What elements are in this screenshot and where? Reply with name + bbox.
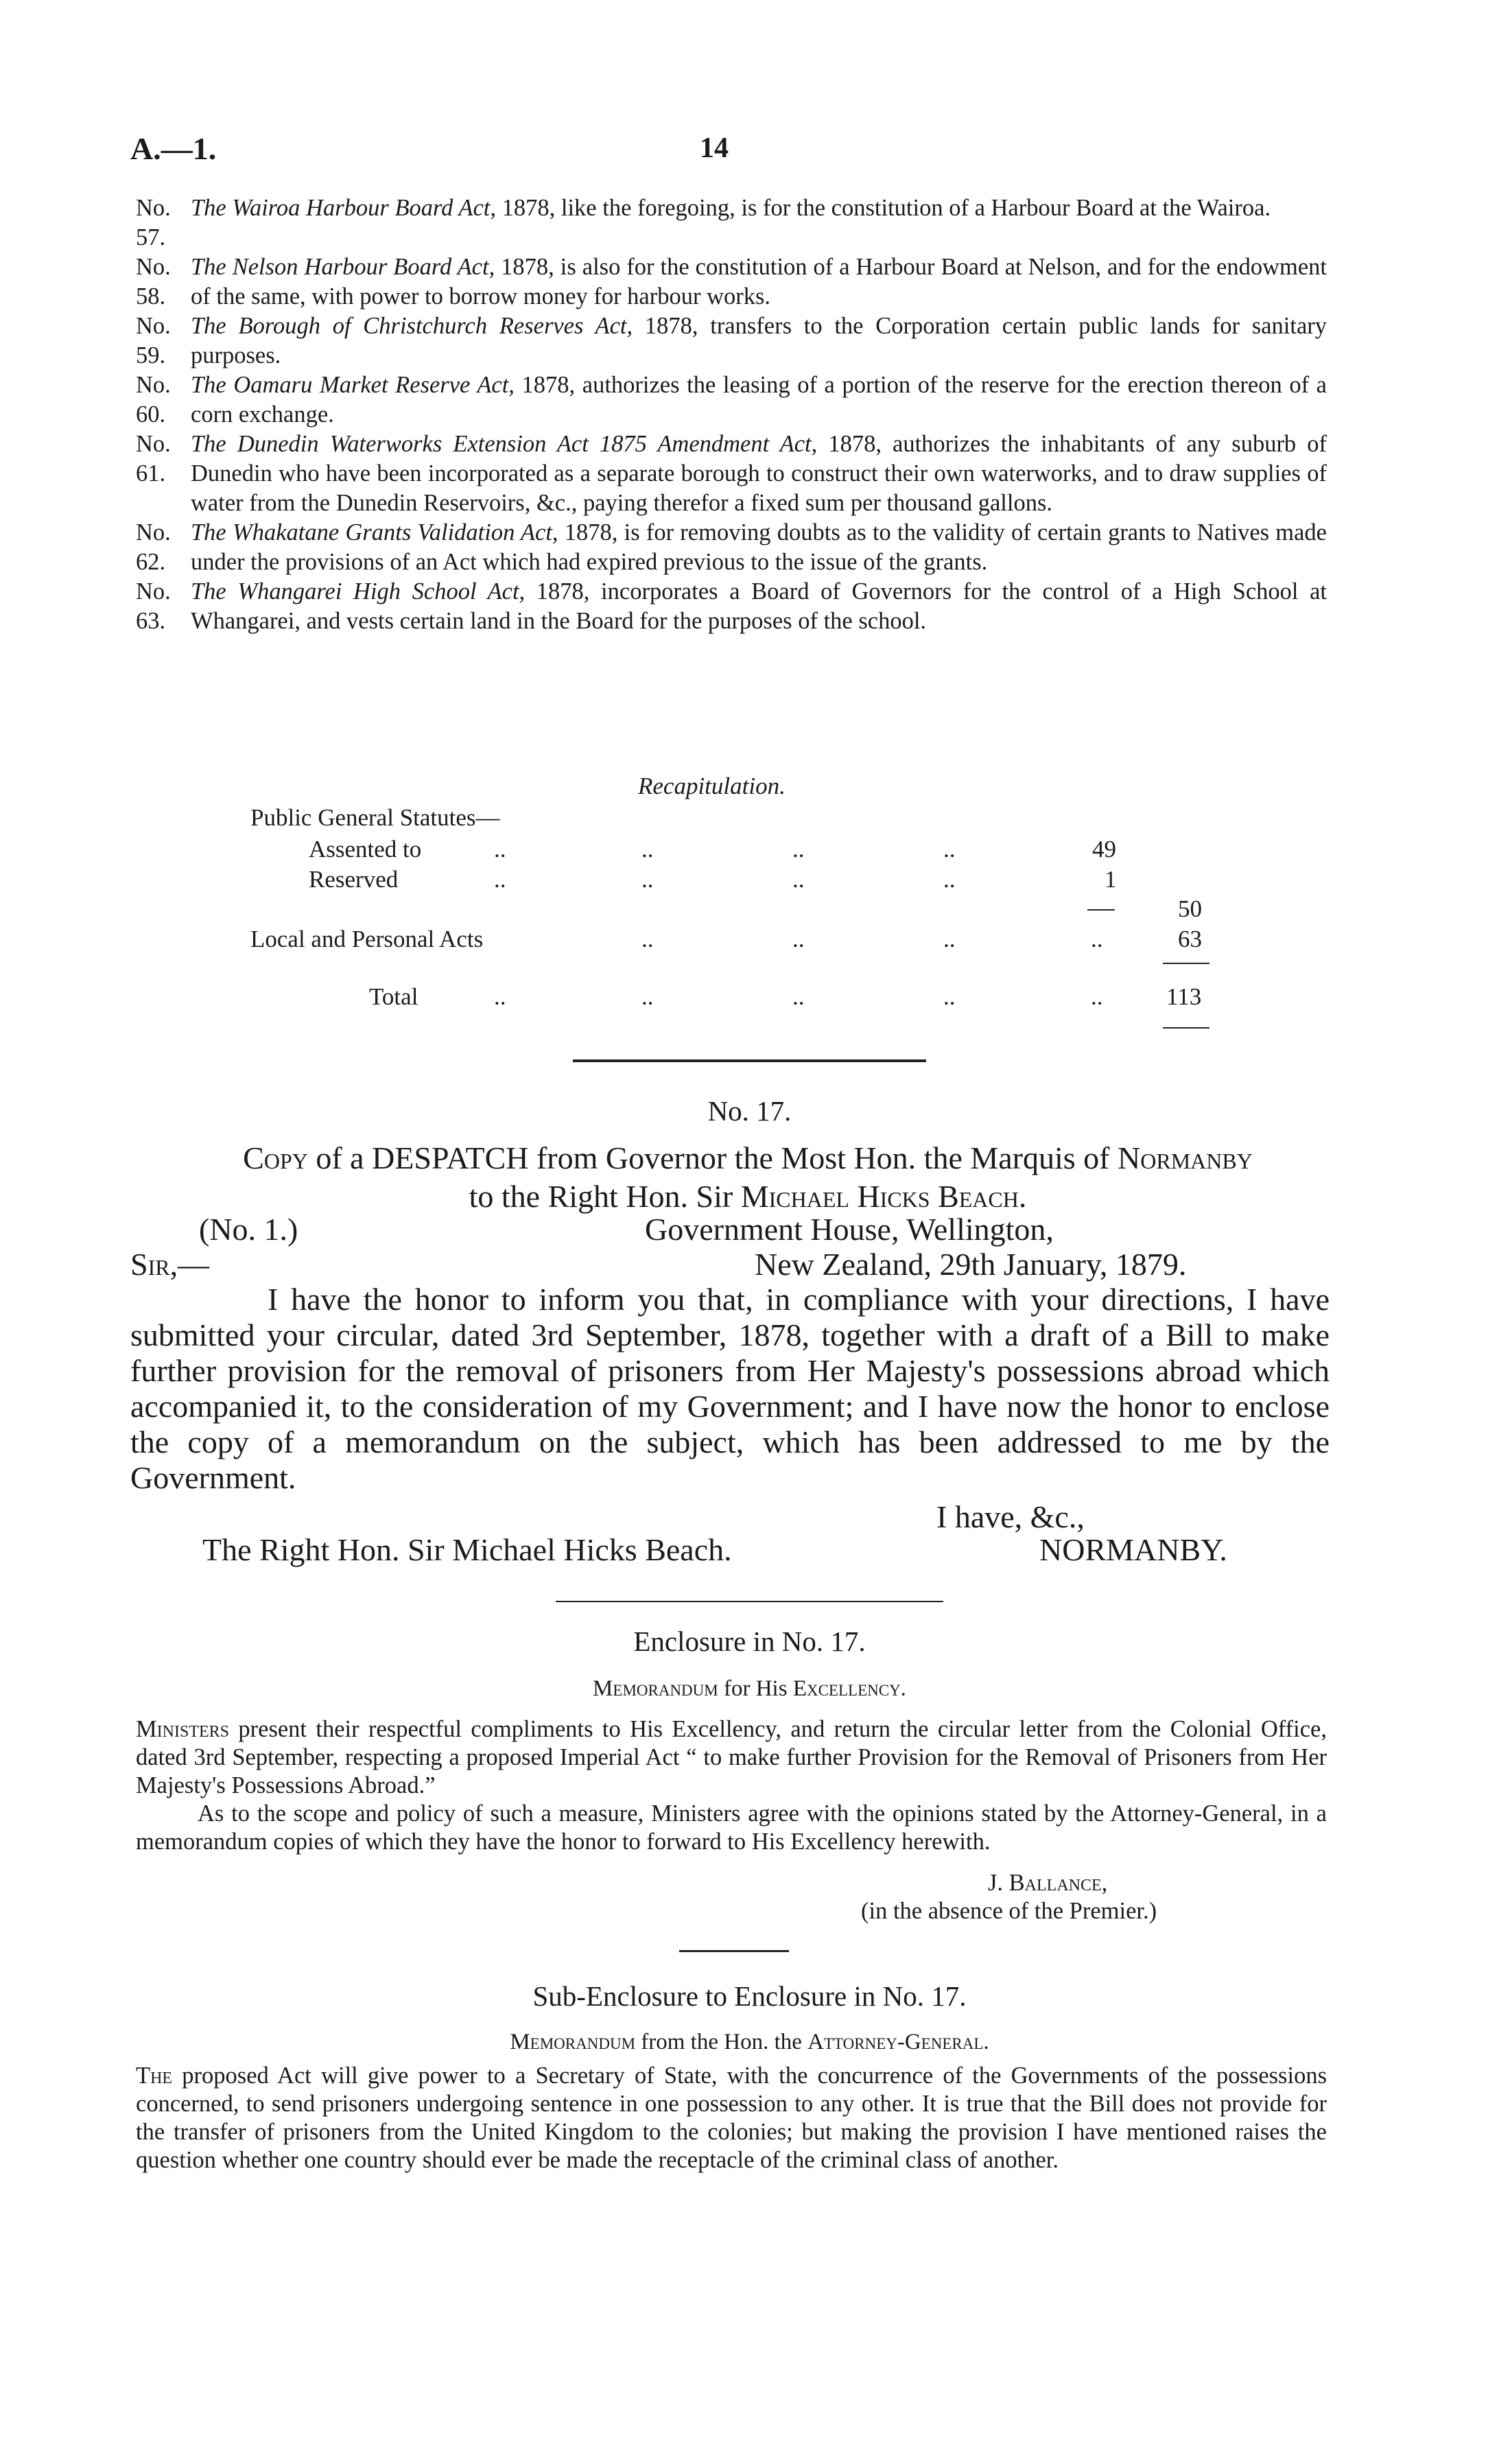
recap-leader: .. [641, 926, 654, 952]
act-description: 1878, like the foregoing, is for the constitution of a Harbour Board at the Wairoa. [496, 195, 1271, 221]
page-number: 14 [700, 132, 729, 164]
sub-enclosure-title: Sub-Enclosure to Enclosure in No. 17. [532, 1980, 967, 2012]
section-divider [573, 1059, 926, 1062]
act-description: 1878, incorporates a Board of Governors for the control of a High School at Whangarei, and vests certain land in the Board for the purposes of the school. [191, 578, 1327, 634]
acts-list [136, 193, 1327, 636]
recap-leader: .. [943, 983, 956, 1010]
sub-enclosure-memo-heading: Memorandum from the Hon. the Attorney-General. [510, 2030, 989, 2054]
act-description: 1878, authorizes the inhabitants of any suburb of Dunedin who have been incorporated as a separate borough to construct their own waterworks, and to draw supplies of water from the Dunedin Reservoirs, &c., paying therefor a fixed sum per thousand gallons. [191, 431, 1327, 516]
recap-leader: .. [494, 983, 506, 1010]
act-title: The Nelson Harbour Board Act, [191, 254, 495, 280]
recap-leader: .. [792, 866, 805, 893]
act-number: No. 61. [136, 431, 171, 486]
despatch-reference: (No. 1.) [199, 1212, 298, 1247]
act-number: No. 63. [136, 578, 171, 634]
recap-local-label: Local and Personal Acts [250, 926, 484, 952]
act-item [136, 371, 1327, 430]
document-reference: A.—1. [130, 131, 217, 166]
recap-leader: .. [1091, 983, 1103, 1010]
act-title: The Wairoa Harbour Board Act, [191, 195, 497, 221]
recap-leader: .. [641, 983, 654, 1010]
enclosure-memo-heading: Memorandum for His Excellency. [593, 1676, 906, 1701]
act-title: The Whangarei High School Act, [191, 578, 526, 605]
enclosure-title: Enclosure in No. 17. [633, 1626, 866, 1657]
despatch-number: No. 17. [707, 1095, 792, 1127]
recap-leader: .. [641, 866, 654, 893]
recapitulation-title: Recapitulation. [638, 773, 786, 799]
act-item [136, 193, 1327, 253]
recap-leader: .. [943, 866, 956, 893]
despatch-place: Government House, Wellington, [645, 1212, 1054, 1247]
despatch-salutation: Sir,— [130, 1247, 210, 1282]
act-title: The Oamaru Market Reserve Act, [191, 372, 515, 398]
act-number: No. 57. [136, 195, 171, 250]
recap-public-total: 50 [1178, 895, 1202, 922]
recap-total-value: 113 [1166, 983, 1202, 1010]
despatch-title: Copy of a DESPATCH from Governor the Most Hon. the Marquis of Normanby to the Right Hon. Sir Michael Hicks Beach. [243, 1140, 1253, 1214]
enclosure-signature-note: (in the absence of the Premier.) [861, 1898, 1157, 1924]
sub-enclosure-body: The proposed Act will give power to a Secretary of State, with the concurrence of the Governments of the possessions concerned, to send prisoners undergoing sentence in one possession to any other. It is true that the Bill does not provide for the transfer of prisoners from the United Kingdom to the colonies; but making the provision I have mentioned raises the question whether one country should ever be made the receptacle of the criminal class of another. [136, 2063, 1327, 2173]
despatch-signature: NORMANBY. [1039, 1532, 1227, 1567]
recap-local-value: 63 [1178, 926, 1202, 952]
recap-leader: .. [494, 866, 506, 893]
act-title: The Whakatane Grants Validation Act, [191, 519, 558, 545]
act-item [136, 312, 1327, 371]
act-description: 1878, transfers to the Corporation certain public lands for sanitary purposes. [191, 313, 1327, 368]
recap-reserved-value: 1 [1105, 866, 1117, 893]
act-description: 1878, is for removing doubts as to the validity of certain grants to Natives made under the provisions of an Act which had expired previous to the issue of the grants. [191, 519, 1327, 575]
recap-reserved-label: Reserved [309, 866, 399, 893]
act-description: 1878, authorizes the leasing of a portion of the reserve for the erection thereon of a corn exchange. [191, 372, 1327, 427]
recap-leader: .. [943, 926, 956, 952]
act-number: No. 60. [136, 372, 171, 427]
section-divider [556, 1601, 943, 1602]
act-title: The Borough of Christchurch Reserves Act, [191, 313, 633, 339]
recap-sum-rule [1163, 963, 1209, 964]
act-title: The Dunedin Waterworks Extension Act 1875 Amendment Act, [191, 431, 818, 457]
recap-total-label: Total [369, 983, 418, 1010]
act-item [136, 430, 1327, 518]
recap-leader: .. [494, 836, 506, 863]
recap-assented-label: Assented to [309, 836, 422, 863]
act-number: No. 59. [136, 313, 171, 368]
recap-group-label: Public General Statutes— [250, 804, 500, 831]
recap-leader: .. [792, 983, 805, 1010]
enclosure-signature: J. Ballance, [988, 1870, 1108, 1896]
act-item [136, 253, 1327, 312]
enclosure-body: Ministers present their respectful compliments to His Excellency, and return the circular letter from the Colonial Office, dated 3rd September, respecting a proposed Imperial Act “ to make further Provision for the Removal of Prisoners from Her Majesty's Possessions Abroad.” As to the scope and policy of such a measure, Ministers agree with the opinions stated by the Attorney-General, in a memorandum copies of which they have the honor to forward to His Excellency herewith. [136, 1716, 1327, 1855]
section-divider [679, 1950, 789, 1952]
despatch-date: New Zealand, 29th January, 1879. [755, 1247, 1187, 1282]
despatch-closing: I have, &c., [936, 1499, 1085, 1534]
recap-leader: .. [943, 836, 956, 863]
recap-assented-value: 49 [1092, 836, 1116, 863]
despatch-addressee: The Right Hon. Sir Michael Hicks Beach. [202, 1532, 732, 1567]
act-number: No. 58. [136, 254, 171, 309]
act-description: 1878, is also for the constitution of a Harbour Board at Nelson, and for the endowment of the same, with power to borrow money for harbour works. [191, 254, 1327, 309]
recap-leader: .. [792, 926, 805, 952]
recap-leader: .. [792, 836, 805, 863]
recap-total-rule [1163, 1027, 1209, 1029]
despatch-body: I have the honor to inform you that, in compliance with your directions, I have submitted your circular, dated 3rd September, 1878, together with a draft of a Bill to make further provision for the removal of prisoners from Her Majesty's possessions abroad which accompanied it, to the consideration of my Government; and I have now the honor to enclose the copy of a memorandum on the subject, which has been addressed to me by the Government. [130, 1282, 1330, 1495]
act-item [136, 518, 1327, 577]
recap-leader: .. [641, 836, 654, 863]
recap-subtotal-dash [1087, 909, 1115, 911]
act-number: No. 62. [136, 519, 171, 575]
recap-leader: .. [1091, 926, 1103, 952]
act-item [136, 577, 1327, 636]
